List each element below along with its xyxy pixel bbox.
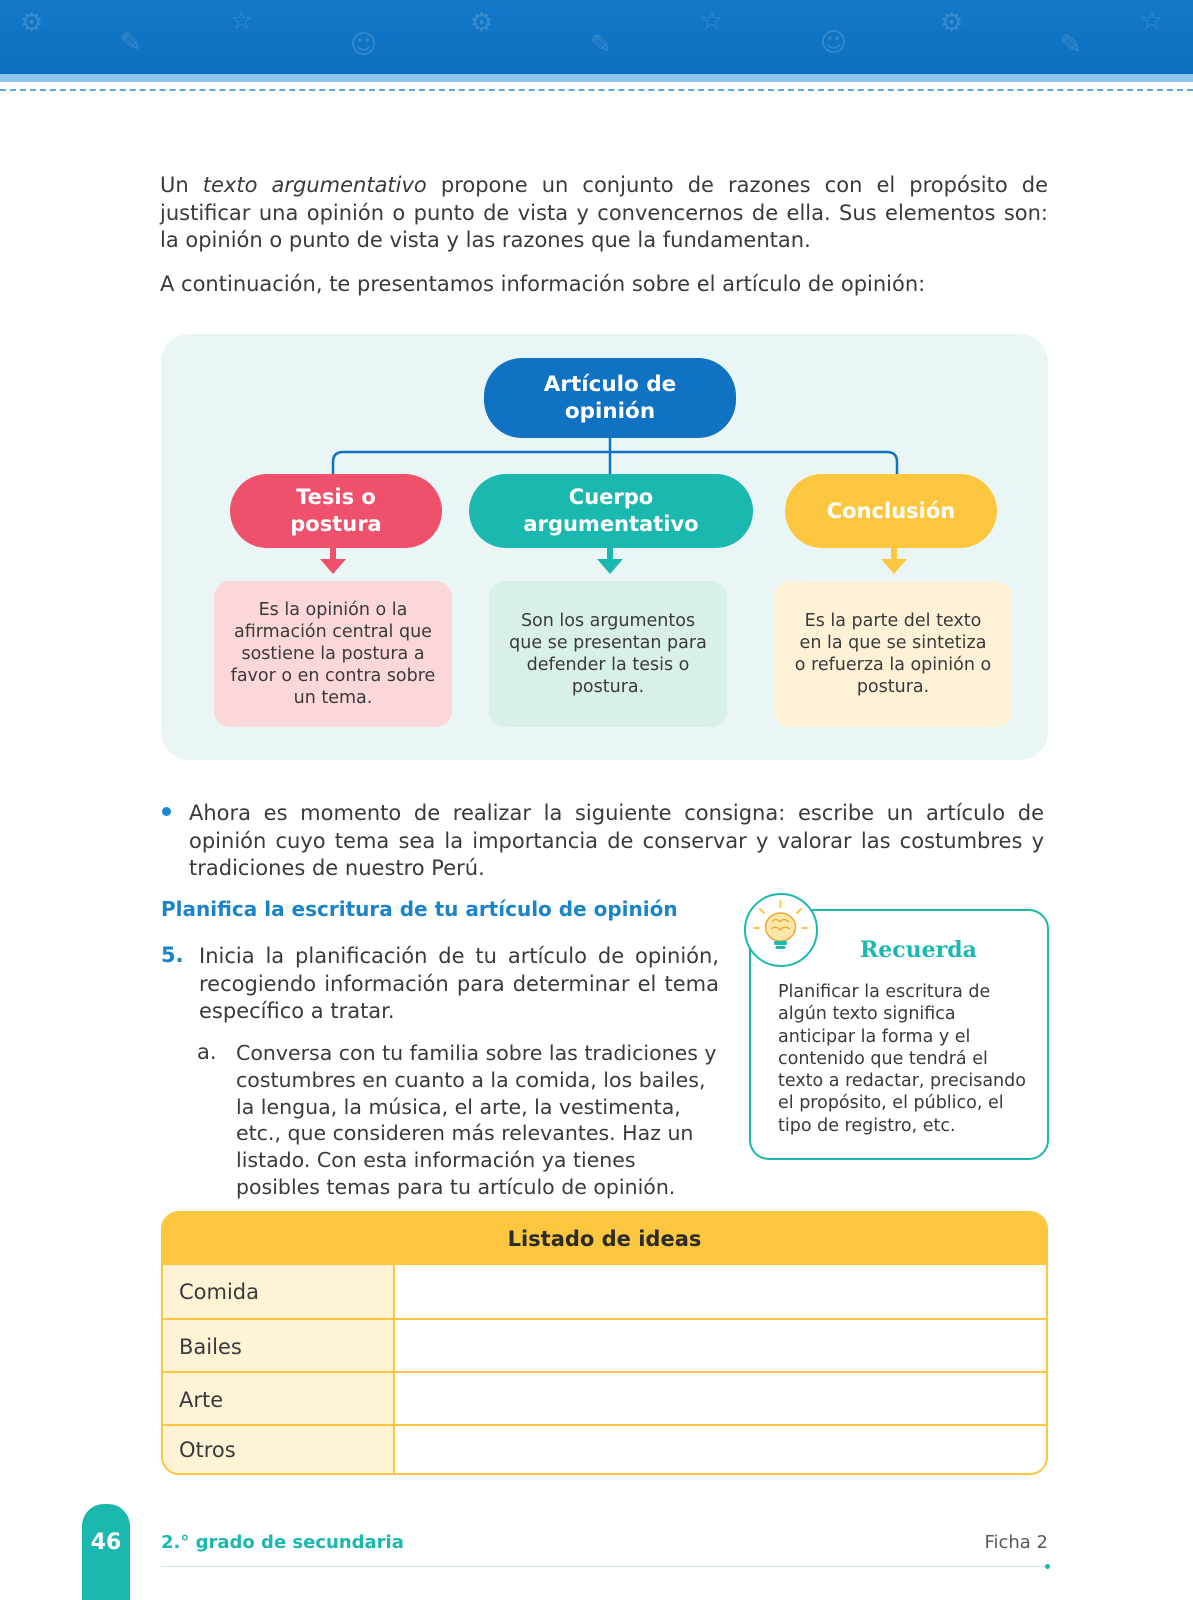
table-row	[163, 1373, 1046, 1426]
node-tesis: Tesis o postura	[230, 474, 442, 548]
page-number: 46	[90, 1530, 122, 1555]
pencil-icon: ✎	[1060, 30, 1082, 60]
row-label: Bailes	[163, 1320, 395, 1373]
intro-lead: A continuación, te presentamos información sobre el artículo de opinión:	[160, 272, 926, 296]
smiley-icon: ☺	[820, 28, 848, 58]
reminder-text: Planificar la escritura de algún texto significa anticipar la forma y el contenido que tendrá el texto a redactar, precisando el propósito, el público, el tipo de registro, etc.	[778, 982, 1026, 1136]
dashed-divider	[0, 89, 1193, 91]
idea-input-comida[interactable]	[397, 1265, 1046, 1318]
gear-icon: ⚙	[940, 8, 964, 38]
node-conclusion: Conclusión	[785, 474, 997, 548]
desc-cuerpo: Son los argumentos que se presentan para defender la tesis o postura.	[489, 581, 727, 727]
row-label: Arte	[163, 1373, 395, 1426]
item-number: 5.	[161, 943, 184, 967]
row-label: Otros	[163, 1426, 395, 1474]
grade-label: 2.° grado de secundaria	[161, 1532, 404, 1553]
ficha-label: Ficha 2	[984, 1532, 1048, 1553]
table-row	[163, 1265, 1046, 1318]
pencil-icon: ✎	[120, 28, 142, 58]
desc-tesis: Es la opinión o la afirmación central que sostiene la postura a favor o en contra sobre un tema.	[214, 581, 452, 727]
ideas-table	[161, 1211, 1048, 1475]
node-cuerpo: Cuerpo argumentativo	[469, 474, 753, 548]
gear-icon: ⚙	[470, 8, 494, 38]
table-header: Listado de ideas	[163, 1213, 1046, 1265]
item-5-text: Inicia la planificación de tu artículo de opinión, recogiendo información para determinar el tema específico a tratar.	[199, 944, 719, 1023]
instruction-bullet: Ahora es momento de realizar la siguiente consigna: escribe un artículo de opinión cuyo tema sea la importancia de conservar y valorar las costumbres y tradiciones de nuestro Perú.	[189, 801, 1044, 880]
footer-dot	[1045, 1564, 1050, 1569]
table-row	[163, 1320, 1046, 1373]
idea-input-arte[interactable]	[397, 1373, 1046, 1426]
reminder-title: Recuerda	[860, 937, 977, 963]
top-banner	[0, 0, 1193, 74]
banner-stripe	[0, 74, 1193, 82]
intro-paragraph: Un texto argumentativo propone un conjunto de razones con el propósito de justificar una opinión o punto de vista y convencernos de ella. Sus elementos son: la opinión o punto de vista y las razones que la fundamentan.	[160, 173, 1048, 252]
lightbulb-brain-icon	[744, 893, 818, 967]
idea-input-bailes[interactable]	[397, 1320, 1046, 1373]
desc-conclusion: Es la parte del texto en la que se sintetiza o refuerza la opinión o postura.	[774, 581, 1012, 727]
root-node: Artículo de opinión	[484, 358, 736, 438]
star-icon: ☆	[230, 6, 254, 36]
table-row	[163, 1426, 1046, 1474]
pencil-icon: ✎	[590, 30, 612, 60]
item-a-text: Conversa con tu familia sobre las tradiciones y costumbres en cuanto a la comida, los bailes, la lengua, la música, el arte, la vestimenta, etc., que consideren más relevantes. Haz un listado. Con esta información ya tienes posibles temas para tu artículo de opinión.	[236, 1041, 717, 1199]
footer-divider	[161, 1566, 1049, 1567]
concept-map	[161, 334, 1048, 760]
item-letter: a.	[197, 1040, 217, 1064]
idea-input-otros[interactable]	[397, 1426, 1046, 1474]
bullet-icon	[162, 807, 171, 816]
emphasis-term: texto argumentativo	[202, 173, 427, 197]
star-icon: ☆	[700, 6, 724, 36]
smiley-icon: ☺	[350, 30, 378, 60]
row-label: Comida	[163, 1265, 395, 1318]
gear-icon: ⚙	[20, 8, 44, 38]
star-icon: ☆	[1140, 6, 1164, 36]
section-title: Planifica la escritura de tu artículo de opinión	[161, 897, 678, 921]
